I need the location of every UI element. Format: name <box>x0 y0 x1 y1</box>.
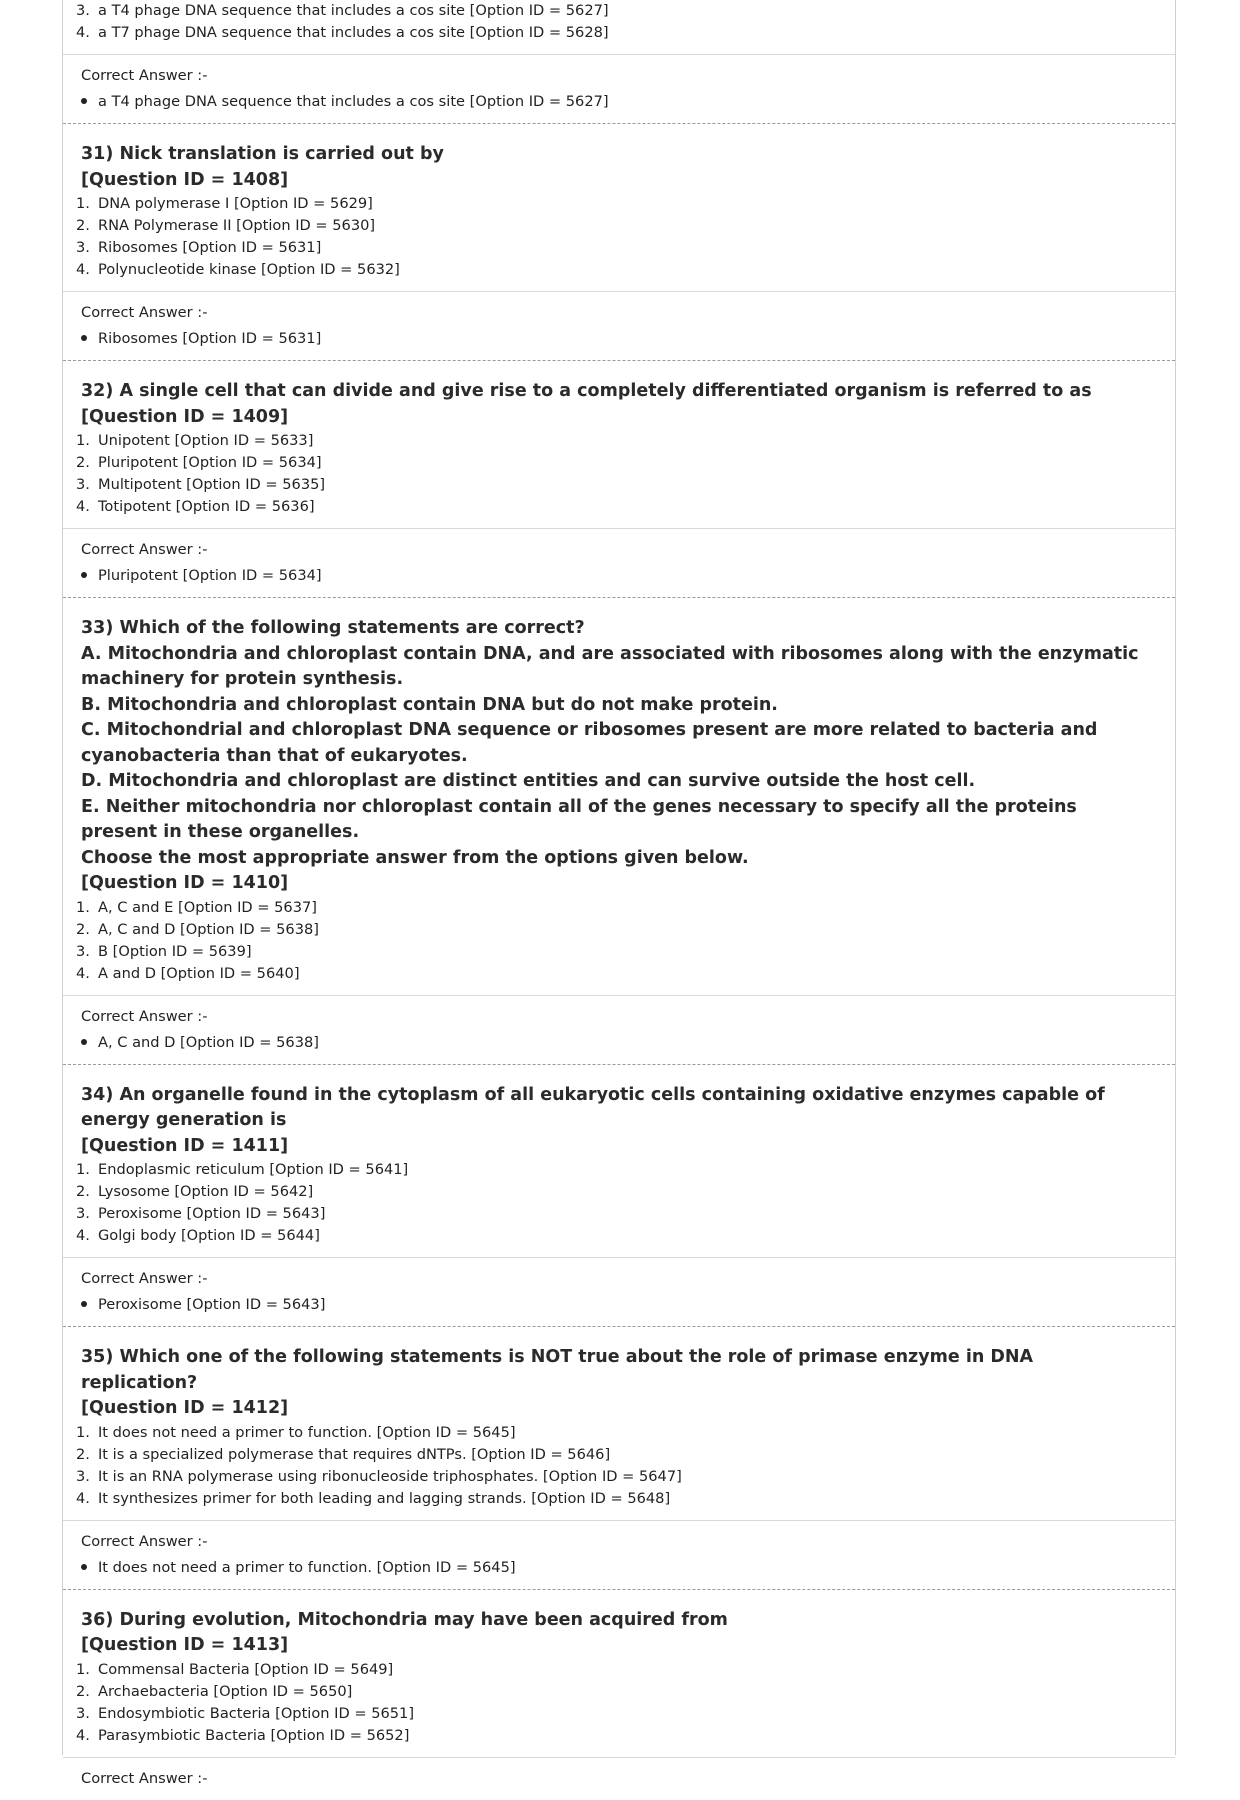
option-item: 3. a T4 phage DNA sequence that includes a cos site [Option ID = 5627] <box>76 2 609 19</box>
option-number: 1. <box>76 432 90 449</box>
bullet-icon <box>81 335 87 341</box>
correct-answer-label: Correct Answer :- <box>81 1270 208 1287</box>
question-title: 34) An organelle found in the cytoplasm of all eukaryotic cells containing oxidative enzymes capable of energy generation is <box>81 1084 1105 1130</box>
option-text: Lysosome [Option ID = 5642] <box>98 1183 314 1200</box>
correct-answer-block <box>63 1257 1175 1326</box>
bullet-icon <box>81 1564 87 1570</box>
option-list <box>63 1159 1175 1257</box>
option-text: a T7 phage DNA sequence that includes a cos site [Option ID = 5628] <box>98 24 609 41</box>
option-text: Totipotent [Option ID = 5636] <box>98 498 315 515</box>
correct-answer-label: Correct Answer :- <box>81 1769 208 1787</box>
option-list <box>63 897 1175 995</box>
bullet-icon <box>81 1301 87 1307</box>
option-item <box>63 1159 1175 1181</box>
question-title: 33) Which of the following statements are correct? <box>81 618 585 638</box>
correct-answer-text: a T4 phage DNA sequence that includes a cos site [Option ID = 5627] <box>98 93 609 110</box>
option-number: 2. <box>76 217 90 234</box>
question-id: [Question ID = 1409] <box>81 406 289 427</box>
option-text: Polynucleotide kinase [Option ID = 5632] <box>98 261 400 278</box>
option-number: 3. <box>76 1205 90 1222</box>
correct-answer-label: Correct Answer :- <box>81 67 208 84</box>
correct-answer-block <box>63 1757 1175 1800</box>
question-title: 32) A single cell that can divide and give rise to a completely differentiated organism is referred to as <box>81 381 1092 401</box>
option-text: a T4 phage DNA sequence that includes a cos site [Option ID = 5627] <box>98 2 609 19</box>
option-item <box>63 215 1175 237</box>
correct-answer-block <box>63 54 1175 123</box>
correct-answer-text: Peroxisome [Option ID = 5643] <box>98 1296 326 1313</box>
option-text: Endoplasmic reticulum [Option ID = 5641] <box>98 1161 409 1178</box>
option-text: Commensal Bacteria [Option ID = 5649] <box>98 1660 394 1678</box>
correct-answer-item <box>63 565 1175 587</box>
option-text: Pluripotent [Option ID = 5634] <box>98 454 322 471</box>
bullet-icon <box>81 1039 87 1045</box>
question-30-fragment <box>63 0 1175 123</box>
option-text: Peroxisome [Option ID = 5643] <box>98 1205 326 1222</box>
option-list <box>63 1659 1175 1757</box>
option-number: 3. <box>76 239 90 256</box>
option-text: RNA Polymerase II [Option ID = 5630] <box>98 217 376 234</box>
option-number: 4. <box>76 498 90 515</box>
option-number: 4. <box>76 1227 90 1244</box>
option-item <box>63 1659 1175 1681</box>
question-title: 35) Which one of the following statements is NOT true about the role of primase enzyme in DNA replication? <box>81 1347 1034 1393</box>
option-list <box>63 1422 1175 1520</box>
correct-answer-label: Correct Answer :- <box>81 1007 208 1025</box>
option-number: 3. <box>76 476 90 493</box>
correct-answer-block <box>63 1520 1175 1589</box>
option-item <box>63 1181 1175 1203</box>
option-number: 1. <box>76 898 90 916</box>
question-paper-sheet <box>62 0 1176 1787</box>
correct-answer-block <box>63 528 1175 597</box>
option-item <box>63 237 1175 259</box>
option-item <box>63 897 1175 919</box>
question-statement: B. Mitochondria and chloroplast contain DNA but do not make protein. <box>81 694 778 715</box>
option-number: 4. <box>76 1489 90 1507</box>
option-text: A, C and E [Option ID = 5637] <box>98 898 317 916</box>
question-id: [Question ID = 1411] <box>81 1135 289 1156</box>
question-title: 36) During evolution, Mitochondria may have been acquired from <box>81 1609 728 1630</box>
question-statement: Choose the most appropriate answer from the options given below. <box>81 847 749 868</box>
correct-answer-block <box>63 291 1175 360</box>
question-id: [Question ID = 1412] <box>81 1398 289 1418</box>
option-item <box>63 919 1175 941</box>
option-item <box>63 1422 1175 1444</box>
option-item <box>63 1681 1175 1703</box>
option-item <box>63 259 1175 281</box>
option-item <box>63 1488 1175 1510</box>
option-text: It is an RNA polymerase using ribonucleoside triphosphates. [Option ID = 5647] <box>98 1467 682 1485</box>
question-statement: E. Neither mitochondria nor chloroplast contain all of the genes necessary to specify all the proteins present in these organelles. <box>81 796 1077 842</box>
correct-answer-item <box>63 1557 1175 1579</box>
option-number: 1. <box>76 1660 90 1678</box>
option-item <box>63 452 1175 474</box>
option-list <box>63 193 1175 291</box>
option-text: It synthesizes primer for both leading and lagging strands. [Option ID = 5648] <box>98 1489 671 1507</box>
bullet-icon <box>81 98 87 104</box>
option-text: Unipotent [Option ID = 5633] <box>98 432 314 449</box>
question-30-options <box>63 0 1175 54</box>
correct-answer-text: Pluripotent [Option ID = 5634] <box>98 567 322 584</box>
correct-answer-text: It does not need a primer to function. [Option ID = 5645] <box>98 1558 516 1576</box>
question-statement: D. Mitochondria and chloroplast are distinct entities and can survive outside the host cell. <box>81 771 976 791</box>
question-block <box>63 1590 1175 1800</box>
question-statement: A. Mitochondria and chloroplast contain DNA, and are associated with ribosomes along with the enzymatic machinery for protein synthesis. <box>81 643 1139 689</box>
option-number: 3. <box>76 942 90 960</box>
option-number: 3. <box>76 1704 90 1722</box>
question-block <box>63 598 1175 1064</box>
option-number: 1. <box>76 1161 90 1178</box>
question-block <box>63 124 1175 360</box>
correct-answer-label: Correct Answer :- <box>81 1532 208 1550</box>
question-title: 31) Nick translation is carried out by <box>81 144 444 164</box>
option-item <box>63 941 1175 963</box>
question-statement: C. Mitochondrial and chloroplast DNA sequence or ribosomes present are more related to bacteria and cyanobacteria than that of eukaryotes. <box>81 720 1098 766</box>
option-number: 1. <box>76 1423 90 1441</box>
question-block <box>63 1065 1175 1327</box>
question-list <box>63 124 1175 1800</box>
option-item <box>63 1725 1175 1747</box>
option-text: Parasymbiotic Bacteria [Option ID = 5652] <box>98 1726 410 1744</box>
option-item <box>63 963 1175 985</box>
option-text: Archaebacteria [Option ID = 5650] <box>98 1682 353 1700</box>
bullet-icon <box>81 572 87 578</box>
correct-answer-item <box>63 1294 1175 1316</box>
correct-answer-item <box>63 1032 1175 1054</box>
option-item <box>63 496 1175 518</box>
correct-answer-block <box>63 995 1175 1064</box>
option-text: Endosymbiotic Bacteria [Option ID = 5651] <box>98 1704 415 1722</box>
option-number: 4. <box>76 261 90 278</box>
option-number: 4. <box>76 964 90 982</box>
option-text: Ribosomes [Option ID = 5631] <box>98 239 322 256</box>
option-item <box>63 193 1175 215</box>
question-block <box>63 361 1175 597</box>
option-number: 2. <box>76 454 90 471</box>
option-text: It does not need a primer to function. [Option ID = 5645] <box>98 1423 516 1441</box>
question-id: [Question ID = 1413] <box>81 1635 289 1655</box>
option-text: It is a specialized polymerase that requires dNTPs. [Option ID = 5646] <box>98 1445 611 1463</box>
option-number: 4. <box>76 1726 90 1744</box>
option-item <box>63 1203 1175 1225</box>
option-number: 3. <box>76 1467 90 1485</box>
option-number: 2. <box>76 1445 90 1463</box>
option-item <box>63 430 1175 452</box>
question-block <box>63 1327 1175 1589</box>
question-id: [Question ID = 1408] <box>81 169 289 190</box>
correct-answer-item <box>63 91 1175 113</box>
option-text: A, C and D [Option ID = 5638] <box>98 920 319 938</box>
option-number: 2. <box>76 1682 90 1700</box>
correct-answer-text: Ribosomes [Option ID = 5631] <box>98 330 322 347</box>
option-item: 4. a T7 phage DNA sequence that includes a cos site [Option ID = 5628] <box>76 24 609 41</box>
option-text: Golgi body [Option ID = 5644] <box>98 1227 320 1244</box>
question-id: [Question ID = 1410] <box>81 873 289 893</box>
option-number: 2. <box>76 920 90 938</box>
option-item <box>63 1444 1175 1466</box>
option-text: B [Option ID = 5639] <box>98 942 252 960</box>
correct-answer-item <box>63 328 1175 350</box>
option-text: A and D [Option ID = 5640] <box>98 964 300 982</box>
correct-answer-label: Correct Answer :- <box>81 541 208 558</box>
option-item <box>63 1703 1175 1725</box>
correct-answer-text: A, C and D [Option ID = 5638] <box>98 1033 319 1051</box>
option-item <box>63 1225 1175 1247</box>
option-item <box>63 1466 1175 1488</box>
option-text: DNA polymerase I [Option ID = 5629] <box>98 195 373 212</box>
option-number: 2. <box>76 1183 90 1200</box>
option-item <box>63 474 1175 496</box>
option-number: 1. <box>76 195 90 212</box>
option-text: Multipotent [Option ID = 5635] <box>98 476 326 493</box>
option-list <box>63 430 1175 528</box>
correct-answer-label: Correct Answer :- <box>81 304 208 321</box>
